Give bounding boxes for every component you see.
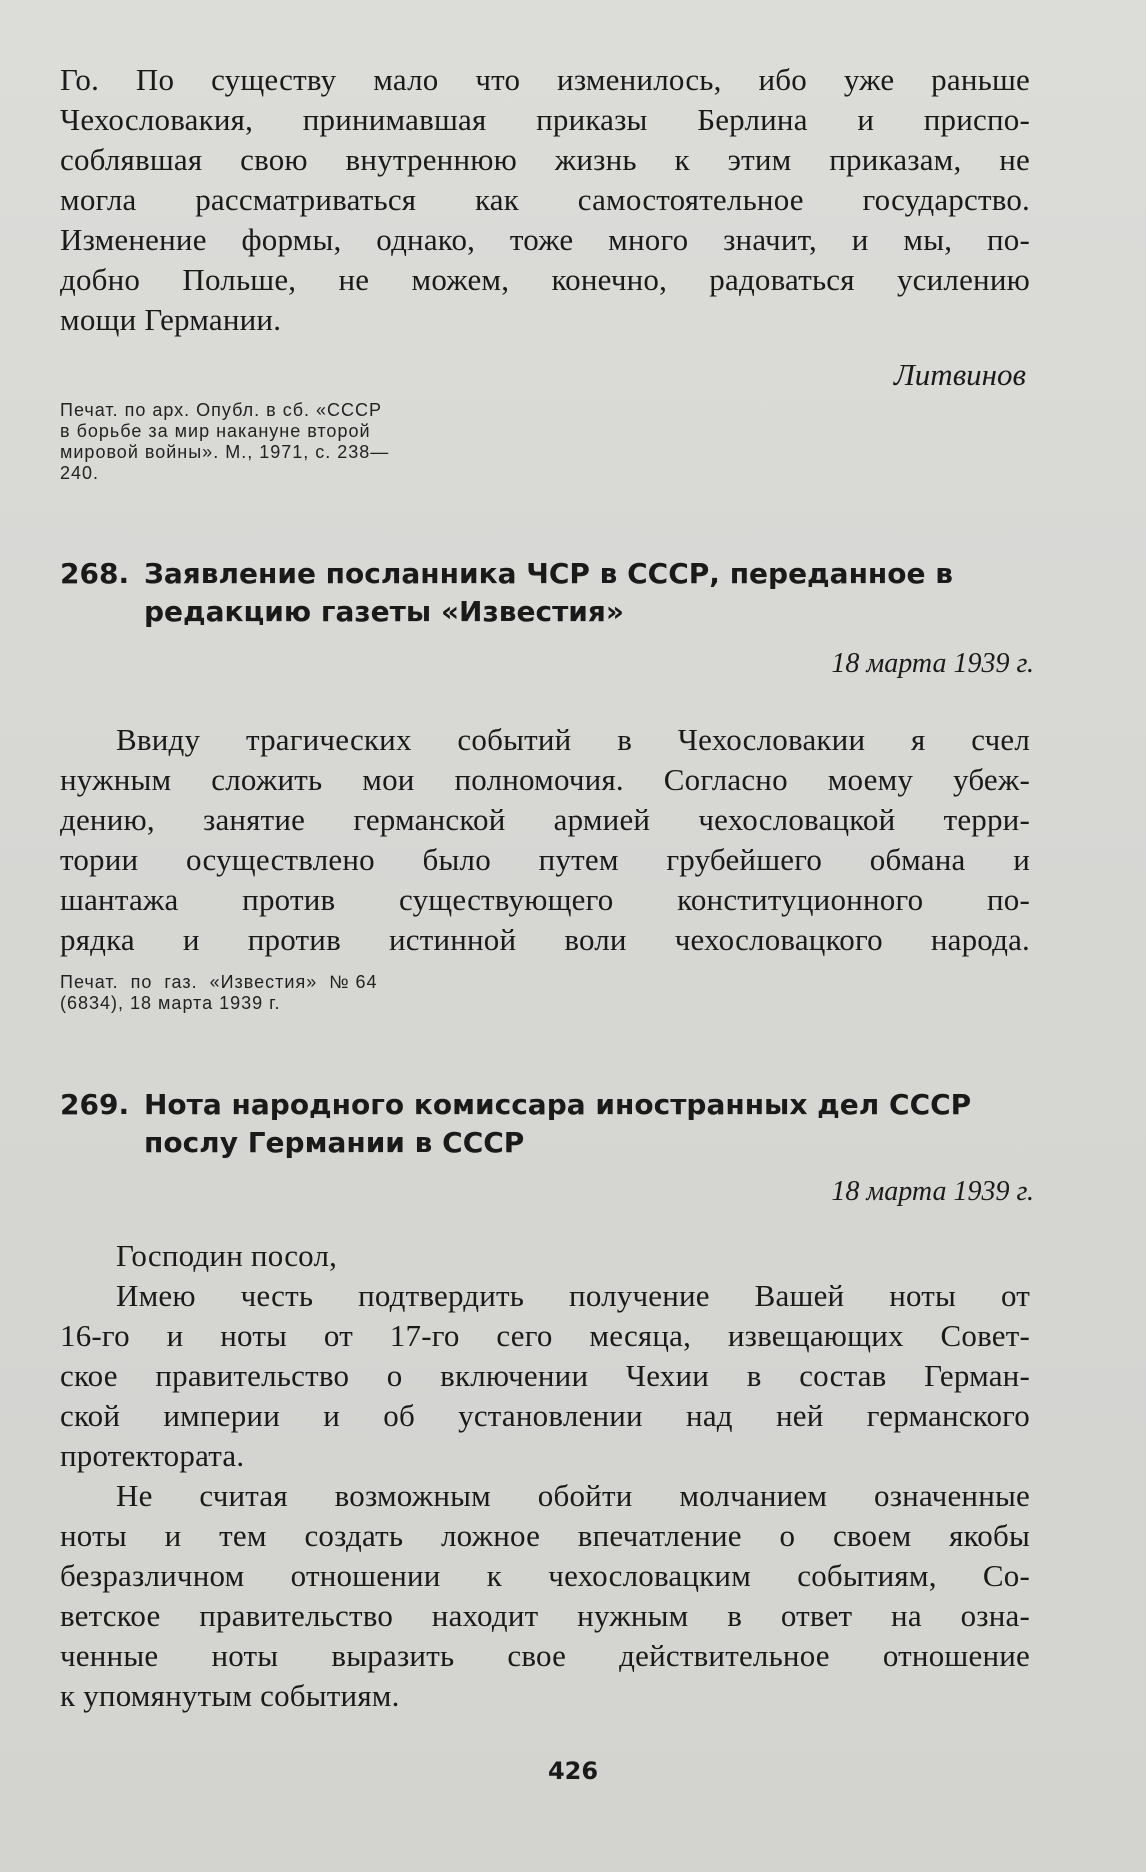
text-line: ченные ноты выразить свое действительное отношение (60, 1638, 1030, 1673)
doc-number: 268. (60, 557, 130, 590)
greeting: Господин посол, (116, 1238, 338, 1273)
page-number: 426 (547, 1757, 599, 1785)
text-line: могла рассматриваться как самостоятельное государство. (60, 182, 1030, 217)
doc-title-line: Нота народного комиссара иностранных дел СССР (144, 1088, 972, 1121)
signature-litvinov: Литвинов (893, 357, 1026, 392)
source-line: Печат. по газ. «Известия» № 64 (60, 972, 378, 992)
text-line: Имею честь подтвердить получение Вашей ноты от (116, 1278, 1030, 1313)
text-line: соблявшая свою внутреннюю жизнь к этим приказам, не (60, 142, 1030, 177)
text-line: нужным сложить мои полномочия. Согласно моему убеж- (60, 762, 1030, 797)
text-line: к упомянутым событиям. (60, 1678, 400, 1713)
source-line: 240. (60, 463, 100, 483)
doc-title-line: Заявление посланника ЧСР в СССР, переданное в (144, 557, 953, 590)
source-line: Печат. по арх. Опубл. в сб. «СССР (60, 400, 383, 420)
text-line: дению, занятие германской армией чехословацкой терри- (60, 802, 1030, 837)
text-line: Изменение формы, однако, тоже много значит, и мы, по- (60, 222, 1030, 257)
text-line: 16-го и ноты от 17-го сего месяца, извещающих Совет- (60, 1318, 1030, 1353)
doc-269-date: 18 марта 1939 г. (831, 1176, 1034, 1207)
text-line: ветское правительство находит нужным в ответ на озна- (60, 1598, 1030, 1633)
text-line: добно Польше, не можем, конечно, радоваться усилению (60, 262, 1030, 297)
text-line: Го. По существу мало что изменилось, ибо уже раньше (60, 62, 1030, 97)
doc-268-body (60, 720, 1030, 960)
source-line: мировой войны». М., 1971, с. 238— (60, 442, 390, 462)
doc-268-heading (60, 555, 1040, 631)
text-line: Чехословакия, принимавшая приказы Берлина и приспо- (60, 102, 1030, 137)
text-line: ское правительство о включении Чехии в состав Герман- (60, 1358, 1030, 1393)
text-line: тории осуществлено было путем грубейшего обмана и (60, 842, 1030, 877)
doc-269-body (60, 1236, 1030, 1716)
text-line: протектората. (60, 1438, 245, 1473)
doc-269-heading (60, 1086, 1040, 1162)
doc-268-date: 18 марта 1939 г. (831, 648, 1034, 679)
continuation-paragraph (60, 60, 1030, 340)
text-line: Ввиду трагических событий в Чехословакии я счел (116, 722, 1030, 757)
text-line: ноты и тем создать ложное впечатление о своем якобы (60, 1518, 1030, 1553)
text-line: мощи Германии. (60, 302, 282, 337)
source-line: в борьбе за мир накануне второй (60, 421, 371, 441)
doc-title-line: послу Германии в СССР (144, 1126, 525, 1159)
source-note-1 (60, 400, 389, 484)
text-line: Не считая возможным обойти молчанием означенные (116, 1478, 1030, 1513)
source-note-268 (60, 972, 378, 1014)
text-line: рядка и против истинной воли чехословацкого народа. (60, 922, 1030, 957)
doc-title-line: редакцию газеты «Известия» (144, 595, 624, 628)
text-line: ской империи и об установлении над ней германского (60, 1398, 1030, 1433)
doc-number: 269. (60, 1088, 130, 1121)
text-line: безразличном отношении к чехословацким событиям, Со- (60, 1558, 1030, 1593)
text-line: шантажа против существующего конституционного по- (60, 882, 1030, 917)
source-line: (6834), 18 марта 1939 г. (60, 993, 281, 1013)
